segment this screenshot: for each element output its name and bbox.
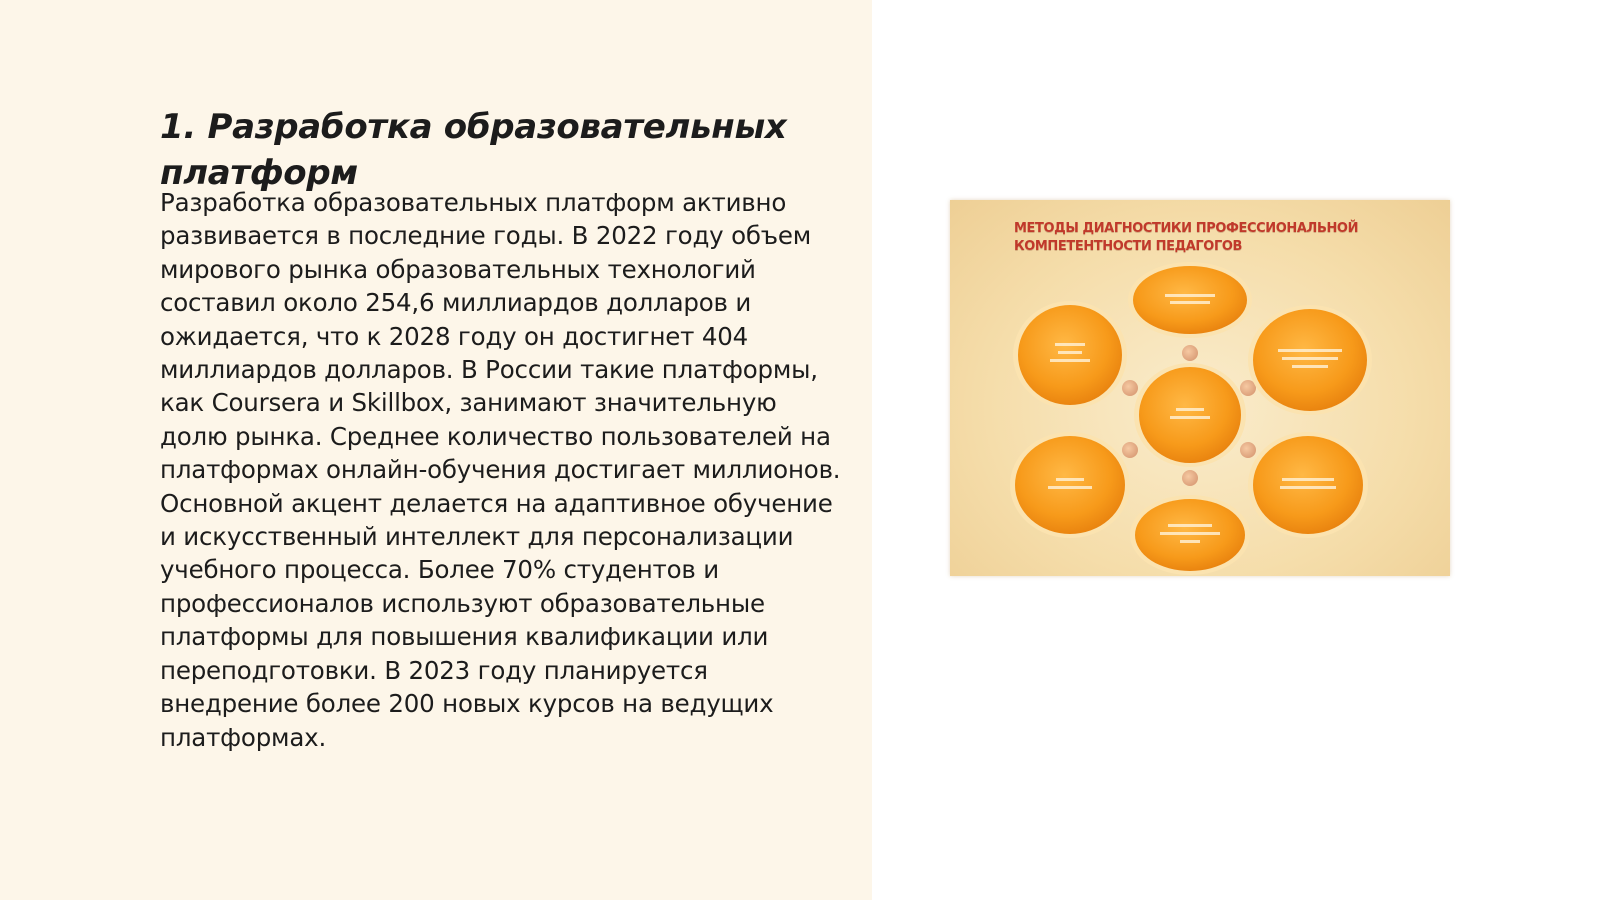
diagram-image bbox=[950, 200, 1450, 576]
circle-center bbox=[1134, 363, 1246, 467]
circle-bottom-left bbox=[1010, 432, 1130, 538]
connector-dot bbox=[1122, 442, 1138, 458]
circle-top-right bbox=[1248, 305, 1372, 415]
connector-dot bbox=[1182, 470, 1198, 486]
connector-dot bbox=[1122, 380, 1138, 396]
diagram-title: МЕТОДЫ ДИАГНОСТИКИ ПРОФЕССИОНАЛЬНОЙ КОМПЕТЕНТНОСТИ ПЕДАГОГОВ bbox=[1014, 221, 1359, 254]
circle-bottom bbox=[1130, 495, 1250, 575]
connector-dot bbox=[1182, 345, 1198, 361]
slide-heading: 1. Разработка образовательных платформ bbox=[160, 107, 787, 193]
slide-body-text: Разработка образовательных платформ активно развивается в последние годы. В 2022 году объем мирового рынка образовательных технологий составил около 254,6 миллиардов долларов и ожидается, что к 2028 году он достигнет 404 миллиардов долларов. В России такие платформы, как Coursera и Skillbox, занимают значительную долю рынка. Среднее количество пользователей на платформах онлайн-обучения достигает миллионов. Основной акцент делается на адаптивное обучение и искусственный интеллект для персонализации учебного процесса. Более 70% студентов и профессионалов используют образовательные платформы для повышения квалификации или переподготовки. В 2023 году планируется внедрение более 200 новых курсов на ведущих платформах. bbox=[160, 188, 841, 752]
circle-top-left bbox=[1013, 301, 1127, 409]
circle-bottom-right bbox=[1248, 432, 1368, 538]
circle-top bbox=[1128, 262, 1252, 338]
connector-dot bbox=[1240, 442, 1256, 458]
diagram-graphic bbox=[950, 200, 1450, 576]
